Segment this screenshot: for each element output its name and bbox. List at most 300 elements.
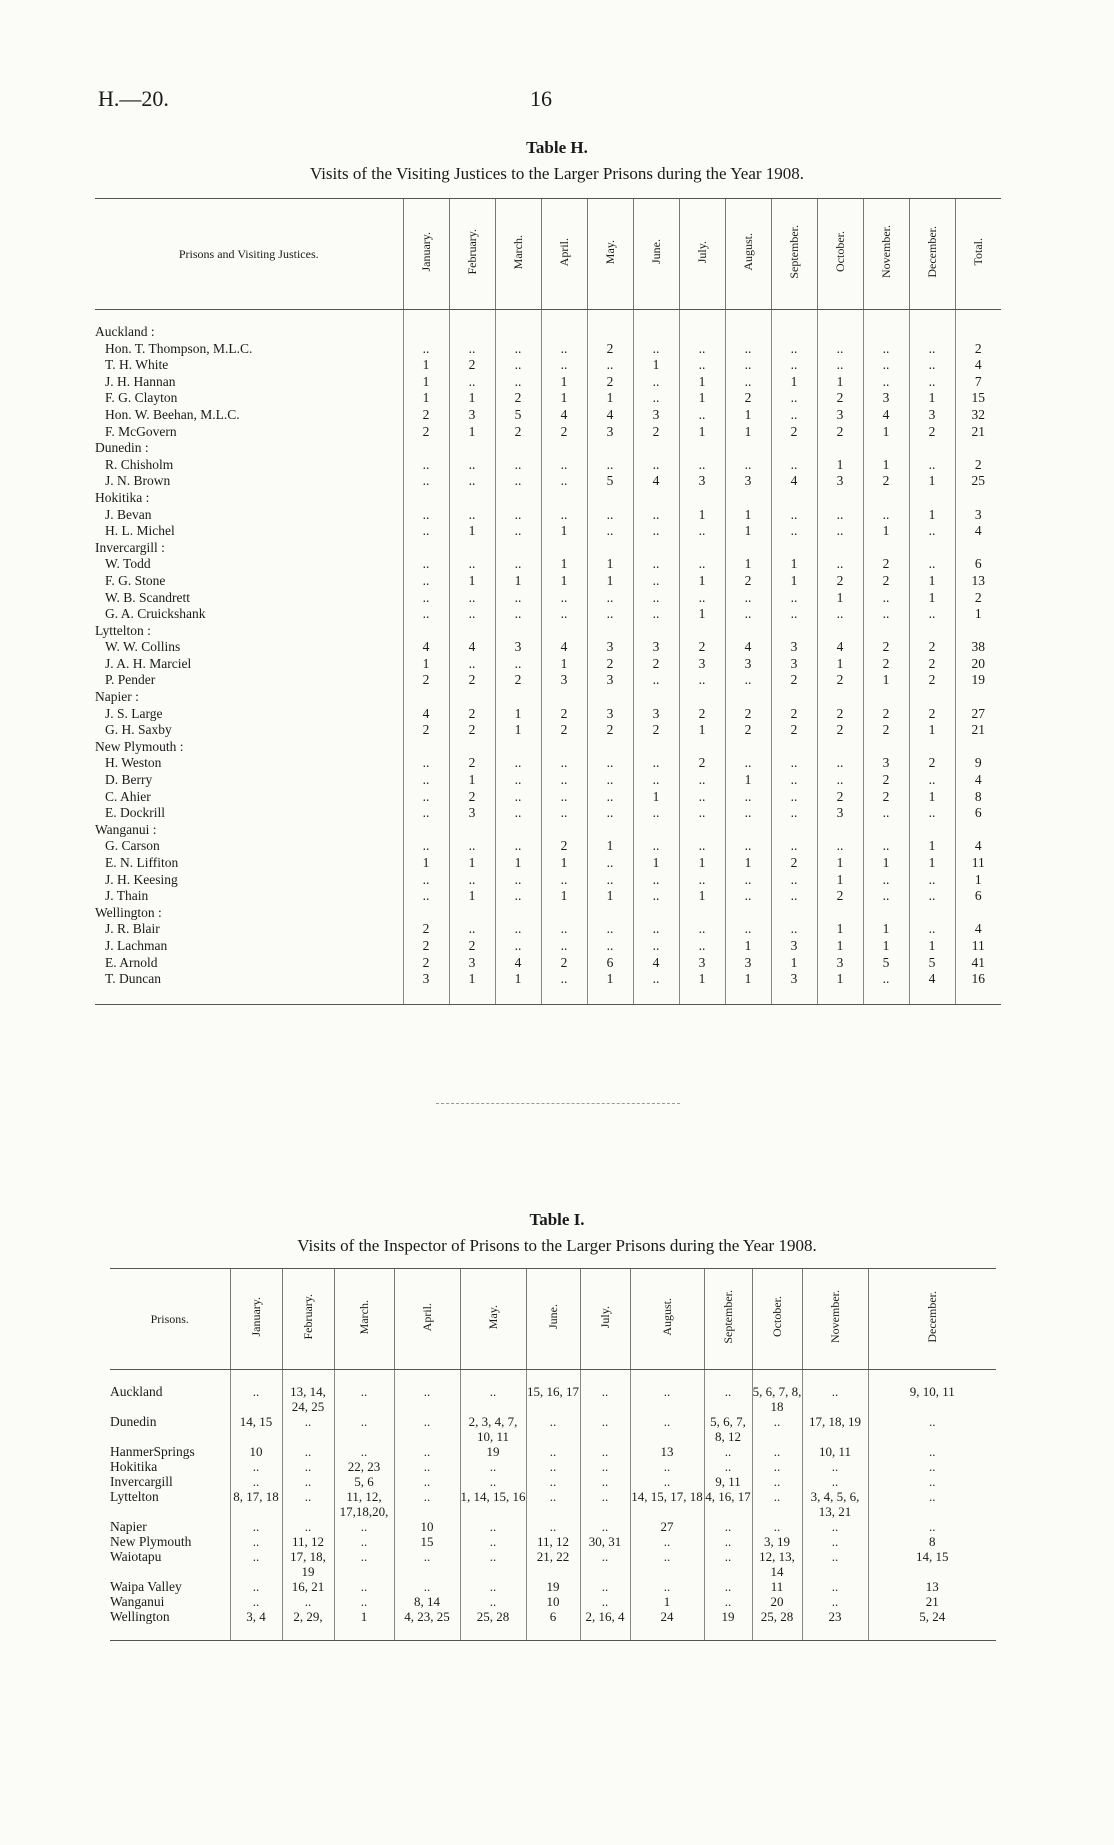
month-cell: 1 <box>909 855 955 872</box>
month-cell: 1 <box>725 424 771 441</box>
table-i-row <box>110 1609 996 1624</box>
prison-name: New Plymouth <box>110 1534 192 1549</box>
month-cell: .. <box>495 457 541 474</box>
table-h-row <box>95 573 1001 590</box>
month-cell: 2 <box>725 390 771 407</box>
visit-days-cell: .. <box>526 1414 580 1444</box>
total-cell <box>955 623 1001 640</box>
month-cell: .. <box>725 755 771 772</box>
visit-days-cell: .. <box>394 1489 460 1519</box>
month-cell <box>495 540 541 557</box>
total-cell: 2 <box>955 341 1001 358</box>
month-cell: .. <box>587 872 633 889</box>
month-cell: .. <box>771 805 817 822</box>
month-cell: .. <box>633 590 679 607</box>
month-cell: 3 <box>771 938 817 955</box>
visit-days-cell: .. <box>334 1594 394 1609</box>
month-cell: 2 <box>771 424 817 441</box>
month-cell: 2 <box>403 722 449 739</box>
month-cell: .. <box>817 507 863 524</box>
visit-days-cell: .. <box>460 1579 526 1594</box>
table-h-col-header <box>863 199 909 310</box>
month-cell: .. <box>633 971 679 988</box>
month-cell: .. <box>771 341 817 358</box>
group-label: Lyttelton : <box>95 622 151 638</box>
bottom-cell <box>403 988 449 1005</box>
table-h-row <box>95 921 1001 938</box>
visit-days-cell: .. <box>752 1459 802 1474</box>
month-cell: 1 <box>725 407 771 424</box>
month-cell: .. <box>679 523 725 540</box>
visit-days-cell: .. <box>802 1519 868 1534</box>
month-cell: 1 <box>541 390 587 407</box>
section-divider <box>436 1103 680 1104</box>
month-cell: 2 <box>863 656 909 673</box>
table-h-subtitle: Visits of the Visiting Justices to the Larger Prisons during the Year 1908. <box>309 164 805 183</box>
month-cell: 1 <box>541 573 587 590</box>
table-i-spacer <box>110 1370 996 1385</box>
total-cell: 4 <box>955 772 1001 789</box>
visit-days-cell: .. <box>868 1459 996 1474</box>
month-cell: 2 <box>403 955 449 972</box>
month-cell: 2 <box>817 424 863 441</box>
visit-days-cell: .. <box>630 1549 704 1579</box>
month-cell: .. <box>817 772 863 789</box>
month-cell: 2 <box>633 424 679 441</box>
month-cell: 2 <box>817 573 863 590</box>
month-cell: .. <box>541 606 587 623</box>
total-cell: 21 <box>955 424 1001 441</box>
month-cell: .. <box>863 805 909 822</box>
table-i-subtitle: Visits of the Inspector of Prisons to the Larger Prisons during the Year 1908. <box>297 1236 817 1255</box>
spacer-cell <box>587 310 633 325</box>
visit-days-cell: .. <box>752 1414 802 1444</box>
month-cell: 2 <box>449 672 495 689</box>
spacer-cell <box>403 310 449 325</box>
table-i-col-header <box>580 1269 630 1370</box>
spacer-cell <box>817 310 863 325</box>
month-cell <box>679 490 725 507</box>
total-cell: 20 <box>955 656 1001 673</box>
justice-name: J. Lachman <box>105 937 168 953</box>
table-h-col-label: March. <box>510 234 525 269</box>
month-cell <box>909 822 955 839</box>
month-cell: .. <box>495 507 541 524</box>
total-cell: 25 <box>955 473 1001 490</box>
month-cell: 1 <box>863 938 909 955</box>
visit-days-cell: .. <box>460 1534 526 1549</box>
month-cell: .. <box>587 789 633 806</box>
month-cell <box>541 689 587 706</box>
month-cell: .. <box>633 772 679 789</box>
month-cell <box>725 623 771 640</box>
table-i-col-label: July. <box>597 1305 612 1328</box>
justice-name: G. A. Cruickshank <box>105 606 206 622</box>
month-cell <box>863 440 909 457</box>
visit-days-cell: 13, 14, 24, 25 <box>282 1384 334 1414</box>
month-cell <box>403 440 449 457</box>
bottom-cell <box>630 1624 704 1641</box>
table-h-row <box>95 407 1001 424</box>
month-cell <box>771 324 817 341</box>
month-cell: 4 <box>449 639 495 656</box>
group-label: Auckland : <box>95 324 155 339</box>
justice-name: Hon. W. Beehan, M.L.C. <box>105 406 240 422</box>
month-cell: .. <box>403 789 449 806</box>
bottom-cell <box>580 1624 630 1641</box>
table-i-title: Table I. <box>529 1210 585 1229</box>
month-cell: .. <box>495 341 541 358</box>
month-cell: .. <box>771 507 817 524</box>
month-cell <box>679 540 725 557</box>
table-h-col-header <box>633 199 679 310</box>
visit-days-cell: .. <box>868 1519 996 1534</box>
table-h-col-label: June. <box>648 239 663 265</box>
month-cell: .. <box>679 938 725 955</box>
table-h-row <box>95 639 1001 656</box>
month-cell <box>449 540 495 557</box>
visit-days-cell: 21, 22 <box>526 1549 580 1579</box>
total-cell <box>955 689 1001 706</box>
month-cell: 4 <box>541 407 587 424</box>
justice-name: E. Arnold <box>105 954 158 970</box>
table-h-row <box>95 424 1001 441</box>
visit-days-cell: .. <box>526 1459 580 1474</box>
table-i-row <box>110 1549 996 1579</box>
month-cell: 1 <box>541 888 587 905</box>
month-cell: 2 <box>817 390 863 407</box>
month-cell: 3 <box>725 656 771 673</box>
month-cell: 1 <box>817 971 863 988</box>
month-cell <box>633 822 679 839</box>
spacer-cell <box>334 1370 394 1385</box>
spacer-cell <box>955 310 1001 325</box>
visit-days-cell: .. <box>460 1594 526 1609</box>
table-h-title: Table H. <box>526 138 588 157</box>
table-i-col-label: December. <box>924 1290 939 1343</box>
total-cell: 4 <box>955 838 1001 855</box>
total-cell: 41 <box>955 955 1001 972</box>
visit-days-cell: 5, 24 <box>868 1609 996 1624</box>
month-cell: .. <box>863 606 909 623</box>
month-cell: .. <box>725 921 771 938</box>
table-i-col-header <box>868 1269 996 1370</box>
table-i-col-label: January. <box>248 1296 263 1337</box>
table-h-bottom-rule <box>95 988 1001 1005</box>
month-cell: 1 <box>725 938 771 955</box>
month-cell <box>817 905 863 922</box>
visit-days-cell: 4, 16, 17 <box>704 1489 752 1519</box>
month-cell <box>541 540 587 557</box>
month-cell: 1 <box>449 573 495 590</box>
month-cell: 2 <box>449 706 495 723</box>
month-cell: 2 <box>863 639 909 656</box>
total-cell: 13 <box>955 573 1001 590</box>
month-cell <box>909 440 955 457</box>
month-cell: 3 <box>449 407 495 424</box>
month-cell <box>725 822 771 839</box>
month-cell: 2 <box>449 755 495 772</box>
month-cell: 1 <box>771 573 817 590</box>
justice-name: D. Berry <box>105 772 153 788</box>
visit-days-cell: 15, 16, 17 <box>526 1384 580 1414</box>
justice-name: E. Dockrill <box>105 805 165 821</box>
table-i-col-label: June. <box>545 1304 560 1330</box>
bottom-cell <box>449 988 495 1005</box>
month-cell <box>449 623 495 640</box>
month-cell: 4 <box>495 955 541 972</box>
month-cell: .. <box>863 838 909 855</box>
visit-days-cell: 2, 3, 4, 7, 10, 11 <box>460 1414 526 1444</box>
month-cell: 1 <box>863 424 909 441</box>
month-cell: 4 <box>587 407 633 424</box>
group-label: Wanganui : <box>95 821 157 837</box>
visit-days-cell: 19 <box>460 1444 526 1459</box>
visit-days-cell: .. <box>526 1444 580 1459</box>
month-cell: .. <box>587 357 633 374</box>
month-cell: 4 <box>909 971 955 988</box>
spacer-cell <box>282 1370 334 1385</box>
month-cell: .. <box>633 888 679 905</box>
table-h-col-header <box>817 199 863 310</box>
total-cell: 9 <box>955 755 1001 772</box>
month-cell <box>725 739 771 756</box>
month-cell: 2 <box>587 341 633 358</box>
month-cell <box>725 490 771 507</box>
month-cell: .. <box>771 407 817 424</box>
month-cell: 1 <box>449 523 495 540</box>
table-i-bottom-rule <box>110 1624 996 1641</box>
month-cell: 1 <box>817 872 863 889</box>
visit-days-cell: .. <box>282 1474 334 1489</box>
month-cell: .. <box>725 789 771 806</box>
month-cell: .. <box>771 523 817 540</box>
month-cell: 1 <box>449 888 495 905</box>
month-cell: .. <box>403 755 449 772</box>
month-cell: .. <box>633 507 679 524</box>
month-cell: .. <box>449 656 495 673</box>
month-cell <box>541 905 587 922</box>
total-cell: 3 <box>955 507 1001 524</box>
month-cell: .. <box>725 672 771 689</box>
bottom-cell <box>802 1624 868 1641</box>
visit-days-cell: 1 <box>630 1594 704 1609</box>
month-cell <box>863 739 909 756</box>
month-cell: 3 <box>909 407 955 424</box>
table-h <box>95 198 1001 1005</box>
table-h-col-label: May. <box>602 239 617 264</box>
month-cell: 2 <box>863 556 909 573</box>
table-i-col-header <box>460 1269 526 1370</box>
spacer-cell <box>802 1370 868 1385</box>
justice-name: C. Ahier <box>105 788 151 804</box>
month-cell <box>679 623 725 640</box>
total-cell: 6 <box>955 556 1001 573</box>
month-cell: .. <box>633 672 679 689</box>
table-h-col-header <box>495 199 541 310</box>
table-h-col-header <box>725 199 771 310</box>
month-cell: 2 <box>403 407 449 424</box>
visit-days-cell: 5, 6 <box>334 1474 394 1489</box>
month-cell: 3 <box>725 473 771 490</box>
visit-days-cell: .. <box>630 1384 704 1414</box>
month-cell <box>771 822 817 839</box>
month-cell: .. <box>817 556 863 573</box>
month-cell: .. <box>495 872 541 889</box>
prison-name: Waiotapu <box>110 1549 162 1564</box>
visit-days-cell: .. <box>394 1444 460 1459</box>
justice-name: J. N. Brown <box>105 473 171 489</box>
bottom-cell <box>633 988 679 1005</box>
table-i-col-label: August. <box>659 1297 674 1336</box>
month-cell: 1 <box>541 855 587 872</box>
month-cell: 3 <box>495 639 541 656</box>
table-h-row <box>95 955 1001 972</box>
justice-name: W. Todd <box>105 556 151 572</box>
month-cell: .. <box>541 457 587 474</box>
table-h-row <box>95 772 1001 789</box>
month-cell <box>587 623 633 640</box>
visit-days-cell: .. <box>334 1444 394 1459</box>
month-cell: .. <box>587 590 633 607</box>
month-cell: .. <box>771 921 817 938</box>
month-cell <box>863 623 909 640</box>
month-cell: .. <box>725 374 771 391</box>
month-cell: .. <box>679 838 725 855</box>
justice-name: P. Pender <box>105 672 156 688</box>
month-cell: 1 <box>909 473 955 490</box>
spacer-cell <box>863 310 909 325</box>
month-cell <box>771 490 817 507</box>
month-cell: .. <box>725 838 771 855</box>
month-cell: 2 <box>679 706 725 723</box>
month-cell: 2 <box>817 722 863 739</box>
justice-name: E. N. Liffiton <box>105 855 179 870</box>
month-cell: .. <box>541 590 587 607</box>
month-cell <box>403 739 449 756</box>
month-cell: 3 <box>679 955 725 972</box>
justice-name: H. L. Michel <box>105 523 175 539</box>
month-cell: 1 <box>587 556 633 573</box>
table-i-header-row <box>110 1269 996 1370</box>
table-h-col-header <box>449 199 495 310</box>
month-cell: .. <box>587 507 633 524</box>
visit-days-cell: 3, 4 <box>230 1609 282 1624</box>
justice-name: J. A. H. Marciel <box>105 655 192 671</box>
month-cell: 1 <box>863 523 909 540</box>
month-cell: 1 <box>541 556 587 573</box>
table-h-col-label: September. <box>786 224 801 279</box>
table-h-group-row <box>95 822 1001 839</box>
month-cell <box>679 905 725 922</box>
visit-days-cell: 9, 11 <box>704 1474 752 1489</box>
month-cell <box>541 822 587 839</box>
month-cell: 1 <box>495 706 541 723</box>
visit-days-cell: .. <box>282 1489 334 1519</box>
bottom-cell <box>394 1624 460 1641</box>
month-cell: 3 <box>403 971 449 988</box>
visit-days-cell: 14, 15 <box>868 1549 996 1579</box>
visit-days-cell: 3, 19 <box>752 1534 802 1549</box>
table-h-col-label: February. <box>464 228 479 275</box>
month-cell: 4 <box>817 639 863 656</box>
month-cell <box>403 324 449 341</box>
spacer-cell <box>679 310 725 325</box>
month-cell: 2 <box>863 473 909 490</box>
month-cell: 1 <box>587 390 633 407</box>
month-cell: 1 <box>679 424 725 441</box>
month-cell: 2 <box>863 573 909 590</box>
month-cell <box>495 440 541 457</box>
visit-days-cell: .. <box>630 1459 704 1474</box>
justice-name: J. H. Hannan <box>105 373 176 389</box>
month-cell: 2 <box>817 672 863 689</box>
month-cell: 4 <box>771 473 817 490</box>
spacer-cell <box>449 310 495 325</box>
table-i-row <box>110 1414 996 1444</box>
month-cell: 3 <box>633 639 679 656</box>
month-cell <box>449 490 495 507</box>
month-cell: .. <box>633 374 679 391</box>
table-h-col-header <box>541 199 587 310</box>
month-cell <box>587 440 633 457</box>
month-cell: 1 <box>587 573 633 590</box>
table-h-row <box>95 590 1001 607</box>
spacer-cell <box>460 1370 526 1385</box>
visit-days-cell: .. <box>580 1414 630 1444</box>
visit-days-cell: .. <box>802 1594 868 1609</box>
month-cell: .. <box>495 772 541 789</box>
justice-name: J. S. Large <box>105 705 163 721</box>
month-cell: .. <box>771 357 817 374</box>
table-h-row <box>95 656 1001 673</box>
month-cell: 2 <box>909 424 955 441</box>
month-cell: 1 <box>541 523 587 540</box>
month-cell <box>403 490 449 507</box>
month-cell <box>679 324 725 341</box>
visit-days-cell: .. <box>230 1384 282 1414</box>
month-cell <box>633 739 679 756</box>
total-cell <box>955 324 1001 341</box>
month-cell: 1 <box>817 921 863 938</box>
month-cell: .. <box>633 938 679 955</box>
month-cell: 2 <box>495 390 541 407</box>
month-cell: .. <box>771 606 817 623</box>
month-cell <box>863 540 909 557</box>
month-cell: .. <box>403 473 449 490</box>
month-cell: .. <box>403 772 449 789</box>
month-cell <box>817 822 863 839</box>
visit-days-cell: .. <box>282 1519 334 1534</box>
month-cell <box>817 623 863 640</box>
month-cell <box>403 689 449 706</box>
month-cell: .. <box>909 606 955 623</box>
month-cell: .. <box>679 789 725 806</box>
bottom-cell <box>230 1624 282 1641</box>
month-cell: .. <box>725 341 771 358</box>
month-cell: 1 <box>909 722 955 739</box>
month-cell: .. <box>587 457 633 474</box>
group-label: Invercargill : <box>95 539 165 555</box>
month-cell: 2 <box>863 706 909 723</box>
visit-days-cell: .. <box>394 1414 460 1444</box>
month-cell: 3 <box>587 672 633 689</box>
month-cell: 1 <box>495 573 541 590</box>
prison-name: Napier <box>110 1519 147 1534</box>
month-cell: 1 <box>403 656 449 673</box>
month-cell: 3 <box>587 424 633 441</box>
month-cell: .. <box>633 523 679 540</box>
